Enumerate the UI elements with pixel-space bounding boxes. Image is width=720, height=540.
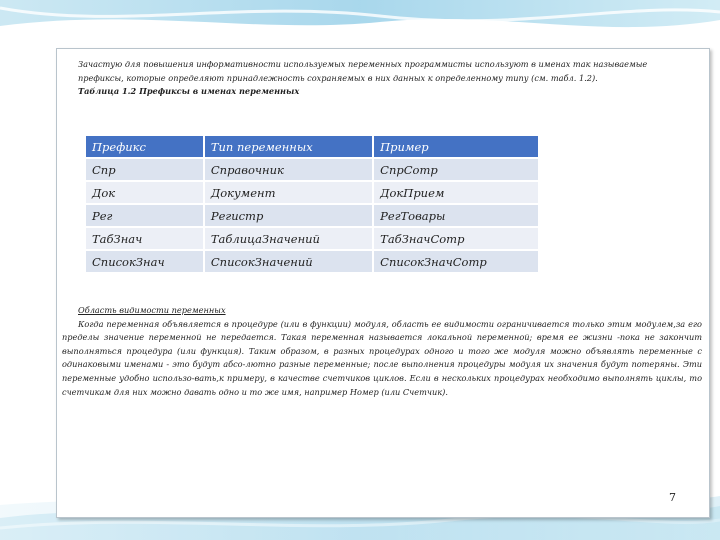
- table-row: [86, 159, 538, 180]
- cell-prefix: ТабЗнач: [86, 228, 203, 249]
- table-caption: Таблица 1.2 Префиксы в именах переменных: [78, 86, 300, 97]
- header-type: Тип переменных: [205, 136, 372, 157]
- prefix-table: [84, 134, 540, 274]
- header-prefix: Префикс: [86, 136, 203, 157]
- cell-type: СписокЗначений: [205, 251, 372, 272]
- scope-section: [62, 304, 702, 399]
- intro-text: [62, 58, 702, 99]
- cell-example: ТабЗначСотр: [374, 228, 538, 249]
- cell-type: Регистр: [205, 205, 372, 226]
- cell-example: ДокПрием: [374, 182, 538, 203]
- scope-title: Область видимости переменных: [78, 305, 226, 315]
- intro-line-1: Зачастую для повышения информативности используемых переменных программисты используют в именах так называемые: [78, 59, 648, 69]
- cell-example: СписокЗначСотр: [374, 251, 538, 272]
- table-row: [86, 182, 538, 203]
- cell-prefix: Док: [86, 182, 203, 203]
- cell-prefix: Рег: [86, 205, 203, 226]
- cell-type: ТаблицаЗначений: [205, 228, 372, 249]
- cell-example: РегТовары: [374, 205, 538, 226]
- scope-body: Когда переменная объявляется в процедуре (или в функции) модуля, область ее видимости ограничивается только этим модулем,за его пределы значение переменной не передается. Такая переменная называется локальной переменной; время ее жизни -пока не закончит выполняться процедура (или функция). Таким образом, в разных процедурах одного и того же модуля можно объявлять переменные с одинаковыми именами - это будут абсо-лютно разные переменные; после выполнения процедуры модуля их значения будут потеряны. Эти переменные удобно использо-вать,к примеру, в качестве счетчиков циклов. Если в нескольких процедурах необходимо выполнять циклы, то счетчикам для них можно давать одно и то же имя, например Номер (или Счетчик).: [62, 318, 702, 397]
- table-header-row: [86, 136, 538, 157]
- slide-frame: [56, 48, 710, 518]
- cell-type: Документ: [205, 182, 372, 203]
- cell-prefix: Спр: [86, 159, 203, 180]
- cell-example: СпрСотр: [374, 159, 538, 180]
- page-number: 7: [669, 491, 676, 504]
- intro-line-2: префиксы, которые определяют принадлежность сохраняемых в них данных к определенному типу (см. табл. 1.2).: [78, 72, 598, 83]
- table-row: [86, 228, 538, 249]
- cell-type: Справочник: [205, 159, 372, 180]
- cell-prefix: СписокЗнач: [86, 251, 203, 272]
- header-example: Пример: [374, 136, 538, 157]
- table-row: [86, 205, 538, 226]
- table-row: [86, 251, 538, 272]
